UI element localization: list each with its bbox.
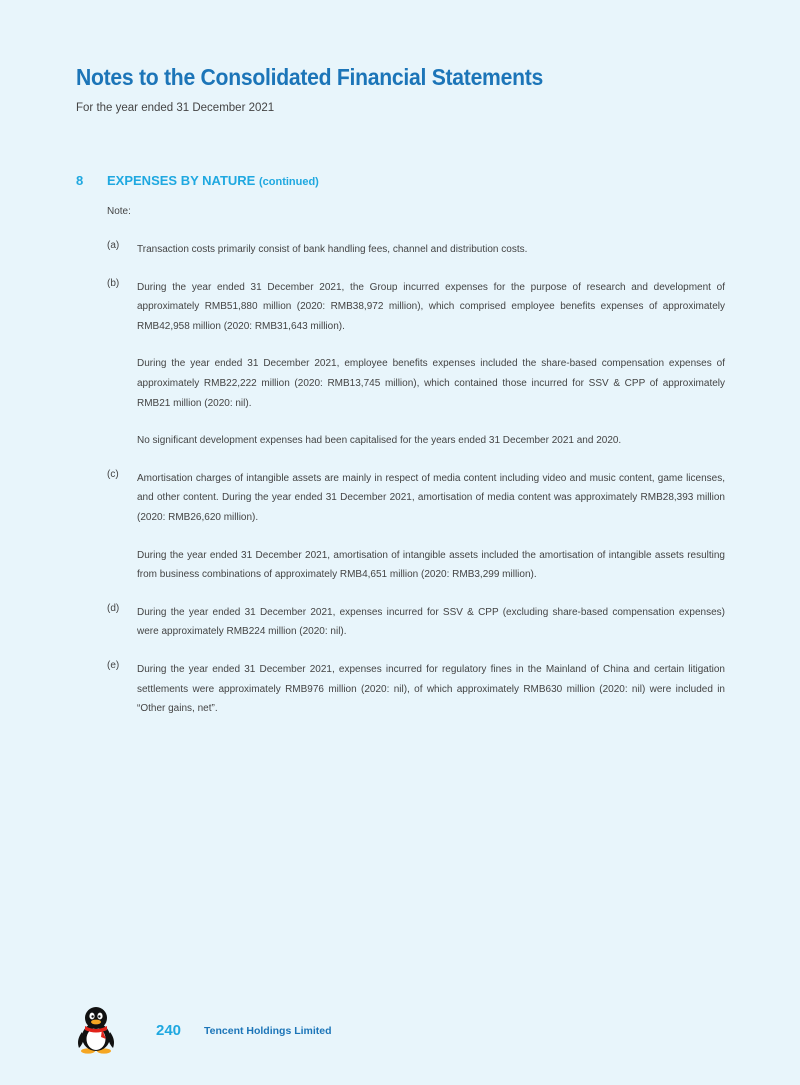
note-letter: (a) xyxy=(107,240,120,251)
note-item-c xyxy=(107,469,725,585)
note-label: Note: xyxy=(107,206,131,217)
section-heading xyxy=(76,173,319,188)
notes-list xyxy=(107,240,725,737)
section-number: 8 xyxy=(76,173,84,188)
note-item-d xyxy=(107,603,725,642)
note-paragraph: During the year ended 31 December 2021, the Group incurred expenses for the purpose of research and development of approximately RMB51,880 million (2020: RMB38,972 million), which comprised employee benefits expenses of approximately RMB42,958 million (2020: RMB31,643 million). xyxy=(137,281,725,332)
note-letter: (c) xyxy=(107,468,119,480)
note-item-b xyxy=(107,278,725,451)
page-number: 240 xyxy=(156,1022,182,1039)
penguin-logo-icon xyxy=(76,1006,116,1054)
page-subtitle: For the year ended 31 December 2021 xyxy=(76,102,275,114)
note-item-e xyxy=(107,660,725,719)
page-title: Notes to the Consolidated Financial Statements xyxy=(76,64,544,90)
note-paragraph: During the year ended 31 December 2021, amortisation of intangible assets included the amortisation of intangible assets resulting from business combinations of approximately RMB4,651 million (2020: RMB3,299 million). xyxy=(137,549,725,581)
note-letter: (e) xyxy=(107,659,120,671)
note-paragraph: No significant development expenses had been capitalised for the years ended 31 December 2021 and 2020. xyxy=(137,435,622,447)
note-letter: (b) xyxy=(107,277,120,289)
note-paragraph: During the year ended 31 December 2021, expenses incurred for SSV & CPP (excluding share-based compensation expenses) were approximately RMB224 million (2020: nil). xyxy=(137,606,725,638)
section-title: EXPENSES BY NATURE xyxy=(107,173,256,188)
note-paragraph: Transaction costs primarily consist of bank handling fees, channel and distribution costs. xyxy=(137,244,528,255)
note-paragraph: During the year ended 31 December 2021, employee benefits expenses included the share-based compensation expenses of approximately RMB22,222 million (2020: RMB13,745 million), which contained those incurred for SSV & CPP of approximately RMB21 million (2020: nil). xyxy=(137,358,725,409)
note-paragraph: During the year ended 31 December 2021, expenses incurred for regulatory fines in the Mainland of China and certain litigation settlements were approximately RMB976 million (2020: nil), of which approximately RMB630 million (2020: nil) were included in “Other gains, net”. xyxy=(137,663,725,715)
note-item-a xyxy=(107,240,725,260)
section-continued: (continued) xyxy=(258,176,319,188)
company-name: Tencent Holdings Limited xyxy=(204,1025,332,1037)
note-paragraph: Amortisation charges of intangible assets are mainly in respect of media content including video and music content, game licenses, and other content. During the year ended 31 December 2021, amortisation of media content was approximately RMB28,393 million (2020: RMB26,620 million). xyxy=(137,472,725,523)
note-letter: (d) xyxy=(107,602,120,614)
